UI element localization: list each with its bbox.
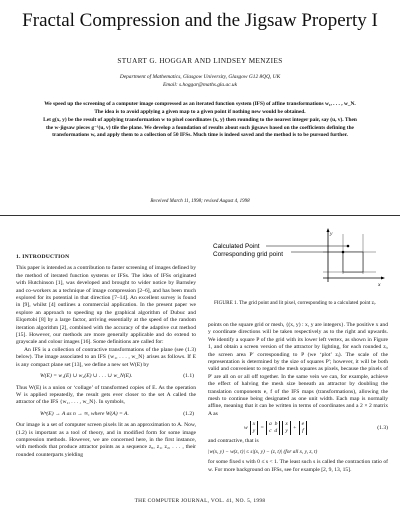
- journal-footer: THE COMPUTER JOURNAL, VOL. 41, NO. 5, 1998: [134, 498, 266, 504]
- equation-1-3-body: w x y = a b c d x y + e f: [244, 421, 307, 435]
- calculated-point-marker: [347, 245, 350, 248]
- equation-1-1-number: (1.1): [183, 373, 194, 380]
- figure-1: [208, 228, 386, 296]
- x-axis-arrow-icon: [381, 277, 385, 280]
- equation-1-1-body: W(E) = w₁(E) ∪ w₂(E) ∪ . . . ∪ w_N(E).: [40, 373, 133, 380]
- equation-contraction: |w(x, y) − w(z, t)| ≤ s|(x, y) − (z, t)| (for all x, y, z, t): [208, 448, 318, 455]
- calculated-point-label: Calculated Point: [213, 243, 260, 250]
- abstract: [40, 101, 360, 141]
- equation-1-1: [16, 373, 196, 380]
- right-paragraph-2: and contractive, that is: [208, 438, 259, 445]
- paper-title: Fractal Compression and the Jigsaw Property I: [22, 10, 378, 31]
- equation-1-2-number: (1.2): [183, 410, 194, 417]
- divider: [0, 215, 400, 216]
- right-paragraph-3: for some fixed s with 0 ≤ s < 1. The least such s is called the contraction ratio of w. For more background on IFSs, see for example [2, 9, 13, 15].: [208, 459, 388, 473]
- authors: STUART G. HOGGAR AND LINDSEY MENZIES: [117, 57, 283, 65]
- x-axis-label: x: [378, 282, 381, 288]
- equation-1-3: [208, 418, 388, 438]
- equation-1-2-body: Wⁿ(E) → A as n → ∞, where W(A) = A.: [40, 410, 129, 417]
- figure-1-caption: FIGURE 1. The grid point and lit pixel, corresponding to a calculated point zᵢ.: [214, 300, 377, 306]
- affiliation: Department of Mathematics, Glasgow University, Glasgow G12 8QQ, UK: [119, 74, 281, 80]
- section-heading: 1. INTRODUCTION: [16, 254, 70, 260]
- right-paragraph-1: points on the square grid or mesh, {(x, y) : x, y are integers}. The positive x and y coordinate directions will be taken respectively as to the right and upwards. We identify a square P of the grid with its lower left vertex, as shown in Figure 1, and obtain a screen version of the attractor by lighting, for each rounded zᵢ, the screen area P′ corresponding to P (we ‘plot’ zᵢ). The scale of the representation is determined by the size of squares P′; however, it will be both valid and convenient to regard the mesh squares as pixels, because the pixels of P′ are all on or all off together. In the same vein we can, for example, achieve the effect of halving the mesh size beneath an attractor by doubling the translation components e, f of the IFS maps (transformations), allowing the mesh to continue being designated as one unit width. Each map is normally affine, meaning that it can be written in terms of coordinates and a 2 × 2 matrix A as: [208, 322, 388, 417]
- left-paragraph-1: This paper is intended as a contribution to faster screening of images defined by the method of iterated function systems or IFSs. The idea of IFSs originated with Hutchinson [1], was developed and brought to wider notice by Barnsley and co-workers as a technique of image compression [2–6], and has been much explored for its potential in that direction [7–14]. An excellent survey is found in [9], whilst [4] outlines a commercial application. In the present paper we explore an approach to speeding up the graphical algorithm of Dubuc and Elqortobi [8] by a large factor, arriving essentially at the speed of the random iteration algorithm [2], combined with the accuracy of the adaptive cut method [15]. However, our methods are more generally applicable and do extend to grayscale and colour images [16]. Some definitions are called for:: [16, 265, 196, 346]
- lit-pixel: [343, 252, 363, 272]
- abstract-paragraph-2: Let g(x, y) be the result of applying transformation w to pixel coordinates (x, y) then rounding to the nearest integer pair, say (u, v). Then the w-jigsaw pieces g⁻¹(u, v) tile the plane. We develop a foundation of results about such jigsaws based on the coefficients defining the transformations w, and apply them to a collection of 50 IFSs. Much time is indeed saved and the method is to be pursued further.: [43, 117, 357, 138]
- equation-1-3-number: (1.3): [377, 424, 388, 431]
- left-paragraph-4: Our image is a set of computer screen pixels lit as an approximation to A. Now, (1.2) is important as a tool of theory, and in modified form for some image compression methods. However, we are concerned here, in the first instance, with methods that produce attractor points as a sequence z₀, z₁, z₂, . . . , their rounded counterparts yielding: [16, 422, 196, 458]
- email: Email: s.hoggar@maths.gla.ac.uk: [163, 82, 237, 88]
- affiliation-block: [0, 73, 400, 89]
- equation-1-2: [16, 411, 196, 418]
- left-column: [16, 254, 196, 459]
- received-date: Received March 11, 1998; revised August 4, 1998: [150, 199, 250, 204]
- abstract-paragraph-1: We speed up the screening of a computer image compressed as an iterated function system (IFS) of affine transformations w₁, . . . , w_N. The idea is to avoid applying a given map to a given point if nothing new would be obtained.: [44, 101, 356, 115]
- figure-1-diagram: [208, 228, 386, 296]
- grid-point-label: Corresponding grid point: [213, 251, 283, 258]
- left-paragraph-3: Thus W(E) is a union or ‘collage’ of transformed copies of E. As the operation W is applied repeatedly, the result gets ever closer to the set A called the attractor of the IFS {w₁, . . . , w_N}. In symbols,: [16, 384, 196, 406]
- grid-point-marker: [342, 251, 345, 254]
- right-column: [208, 322, 388, 474]
- left-paragraph-2: An IFS is a collection of contractive transformations of the plane (see (1.3) below). The image associated to an IFS {w₁, . . . , w_N} arises as follows. If E is any compact plane set [13], we define a new set W(E) by: [16, 346, 196, 368]
- y-axis-label: y: [330, 231, 333, 237]
